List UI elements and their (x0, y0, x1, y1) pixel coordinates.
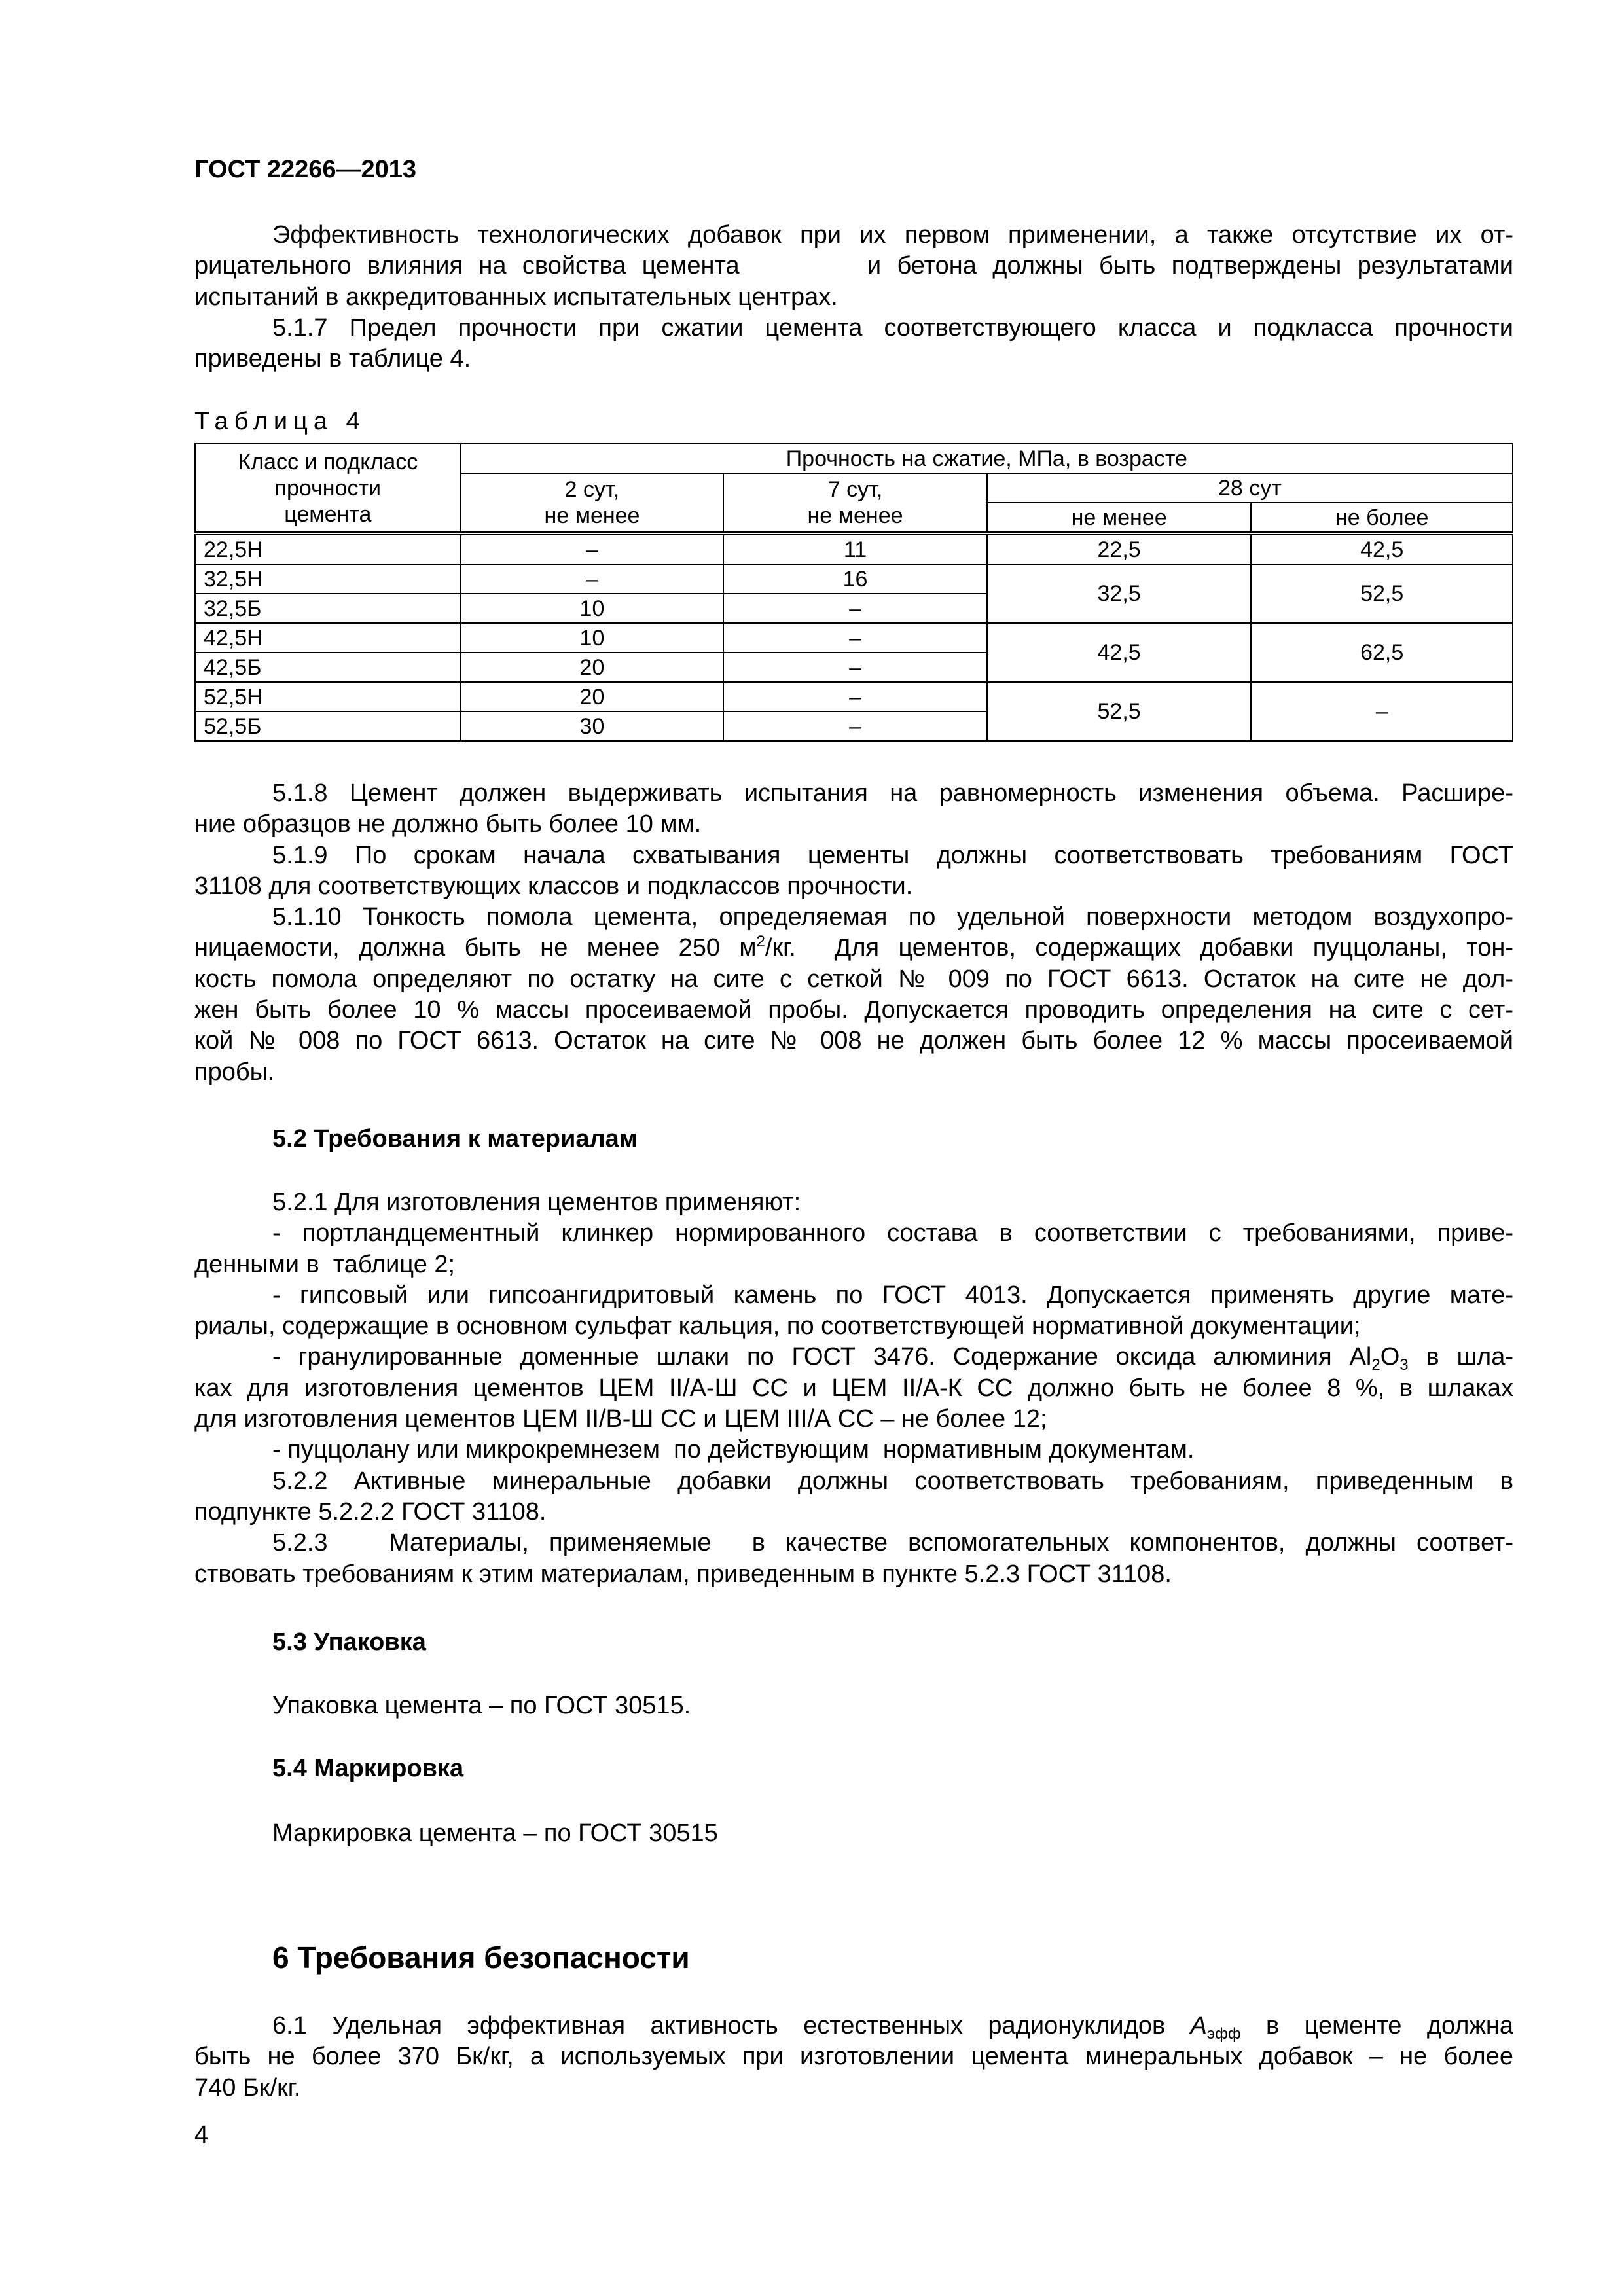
text-line: 5.1.10 Тонкость помола цемента, определяемая по удельной поверхности методом воздухопро- (272, 903, 1513, 931)
text-line (194, 933, 1513, 963)
cell-28days-min: 22,5 (987, 533, 1252, 564)
cell-class: 52,5Б (195, 711, 461, 741)
header-line: 7 сут, (827, 477, 883, 502)
cell-class: 22,5Н (195, 533, 461, 564)
text-segment: А (1190, 2012, 1207, 2039)
cell-28days-max: – (1251, 682, 1513, 741)
text-line: 740 Бк/кг. (194, 2073, 301, 2102)
text-line: испытаний в аккредитованных испытательных центрах. (194, 283, 838, 311)
cell-class: 52,5Н (195, 682, 461, 711)
paragraphs-5-1-8-to-5-1-10 (194, 778, 1513, 1088)
text-line: для изготовления цементов ЦЕМ II/В-Ш СС и ЦЕМ III/А СС – не более 12; (194, 1405, 1047, 1433)
strength-table (194, 443, 1513, 742)
col-header-class (195, 444, 461, 533)
text-line: ние образцов не должно быть более 10 мм. (194, 810, 702, 838)
text-segment: 2 (756, 933, 765, 951)
cell-7days: – (723, 682, 987, 711)
text-line: кой № 008 по ГОСТ 6613. Остаток на сите № 008 не должен быть более 12 % массы просеиваемой (194, 1027, 1513, 1055)
cell-7days: – (723, 594, 987, 623)
text-line: жен быть более 10 % массы просеиваемой пробы. Допускается проводить определения на сите с сет- (194, 996, 1513, 1024)
cell-7days: – (723, 623, 987, 653)
section-6-heading: 6 Требования безопасности (272, 1941, 690, 1975)
text-line: 5.1.7 Предел прочности при сжатии цемента соответствующего класса и подкласса прочности (272, 314, 1513, 342)
page-number: 4 (194, 2121, 209, 2149)
text-line: рицательного влияния на свойства цемента и бетона должны быть подтверждены результатами (194, 252, 1513, 280)
text-line (194, 2011, 1513, 2041)
document-header: ГОСТ 22266—2013 (194, 156, 417, 183)
col-header-28days: 28 сут (987, 473, 1513, 503)
header-line: цемента (284, 501, 372, 527)
text-segment: эфф (1206, 2025, 1241, 2043)
cell-class: 32,5Б (195, 594, 461, 623)
cell-class: 42,5Н (195, 623, 461, 653)
intro-paragraphs (194, 220, 1513, 374)
cell-2days: 10 (461, 623, 724, 653)
text-segment: в шла- (1408, 1343, 1513, 1371)
text-line: ках для изготовления цементов ЦЕМ II/А-Ш СС и ЦЕМ II/А-К СС должно быть не более 8 %, в шлаках (194, 1374, 1513, 1402)
table-row (195, 564, 1513, 594)
col-header-7days (723, 473, 987, 533)
cell-2days: 10 (461, 594, 724, 623)
cell-class: 32,5Н (195, 564, 461, 594)
col-group-header: Прочность на сжатие, МПа, в возрасте (461, 444, 1513, 473)
header-line: не менее (544, 503, 640, 528)
section-5-3-text: Упаковка цемента – по ГОСТ 30515. (272, 1692, 691, 1719)
text-line: приведены в таблице 4. (194, 345, 471, 373)
text-line: подпункте 5.2.2.2 ГОСТ 31108. (194, 1498, 547, 1526)
text-line: - гипсовый или гипсоангидритовый камень по ГОСТ 4013. Допускается применять другие мате- (272, 1281, 1513, 1309)
section-6-body (194, 2011, 1513, 2104)
text-line: - портландцементный клинкер нормированного состава в соответствии с требованиями, приве- (272, 1219, 1513, 1247)
text-line: кость помола определяют по остатку на сите с сеткой № 009 по ГОСТ 6613. Остаток на сите не дол- (194, 965, 1513, 993)
col-header-2days (461, 473, 724, 533)
text-line: 31108 для соответствующих классов и подклассов прочности. (194, 872, 913, 900)
header-line: прочности (274, 475, 382, 501)
cell-28days-min: 42,5 (987, 623, 1252, 682)
table-caption: Таблица 4 (194, 408, 366, 435)
text-segment: O (1380, 1343, 1400, 1371)
cell-7days: – (723, 653, 987, 682)
col-header-28-max: не более (1251, 503, 1513, 533)
section-5-2-body (194, 1187, 1513, 1590)
cell-2days: 30 (461, 711, 724, 741)
cell-2days: – (461, 564, 724, 594)
text-line: риалы, содержащие в основном сульфат кальция, по соответствующей нормативной документации; (194, 1312, 1361, 1340)
cell-class: 42,5Б (195, 653, 461, 682)
text-segment: 6.1 Удельная эффективная активность естественных радионуклидов (272, 2012, 1191, 2039)
cell-28days-max: 62,5 (1251, 623, 1513, 682)
text-line: - пуццолану или микрокремнезем по действующим нормативным документам. (272, 1436, 1195, 1464)
text-segment: ницаемости, должна быть не менее 250 м (194, 934, 757, 962)
text-segment: в цементе должна (1240, 2012, 1513, 2039)
text-line: быть не более 370 Бк/кг, а используемых при изготовлении цемента минеральных добавок – не более (194, 2043, 1513, 2071)
cell-2days: 20 (461, 653, 724, 682)
cell-2days: 20 (461, 682, 724, 711)
section-5-4-heading: 5.4 Маркировка (272, 1755, 464, 1782)
col-header-28-min: не менее (987, 503, 1252, 533)
cell-7days: – (723, 711, 987, 741)
text-line: 5.1.9 По срокам начала схватывания цементы должны соответствовать требованиям ГОСТ (272, 841, 1513, 869)
text-line: ствовать требованиям к этим материалам, приведенным в пункте 5.2.3 ГОСТ 31108. (194, 1560, 1172, 1588)
text-segment: 3 (1399, 1356, 1409, 1374)
table-row (195, 682, 1513, 711)
cell-28days-min: 52,5 (987, 682, 1252, 741)
text-segment: 2 (1371, 1356, 1380, 1374)
cell-28days-max: 52,5 (1251, 564, 1513, 623)
text-segment: - гранулированные доменные шлаки по ГОСТ 3476. Содержание оксида алюминия Al (272, 1343, 1372, 1371)
text-line: пробы. (194, 1058, 275, 1086)
cell-7days: 16 (723, 564, 987, 594)
cell-2days: – (461, 533, 724, 564)
text-line: Эффективность технологических добавок при их первом применении, а также отсутствие их от- (272, 221, 1513, 249)
text-line (194, 1342, 1513, 1372)
cell-7days: 11 (723, 533, 987, 564)
section-5-3-heading: 5.3 Упаковка (272, 1628, 426, 1656)
text-line: 5.2.2 Активные минеральные добавки должны соответствовать требованиям, приведенным в (272, 1467, 1513, 1495)
cell-28days-min: 32,5 (987, 564, 1252, 623)
cell-28days-max: 42,5 (1251, 533, 1513, 564)
text-line: 5.2.1 Для изготовления цементов применяют: (272, 1189, 801, 1216)
text-line: денными в таблице 2; (194, 1250, 456, 1278)
header-line: не менее (807, 503, 903, 528)
text-line: 5.1.8 Цемент должен выдерживать испытания на равномерность изменения объема. Расшире- (272, 780, 1513, 807)
text-line: 5.2.3 Материалы, применяемые в качестве вспомогательных компонентов, должны соответ- (272, 1529, 1513, 1557)
section-5-2-heading: 5.2 Требования к материалам (272, 1125, 638, 1153)
text-segment: /кг. Для цементов, содержащих добавки пуццоланы, тон- (765, 934, 1513, 962)
header-line: Класс и подкласс (238, 449, 418, 475)
section-5-4-text: Маркировка цемента – по ГОСТ 30515 (272, 1820, 718, 1847)
table-row (195, 533, 1513, 564)
table-row (195, 623, 1513, 653)
header-line: 2 сут, (564, 477, 620, 502)
